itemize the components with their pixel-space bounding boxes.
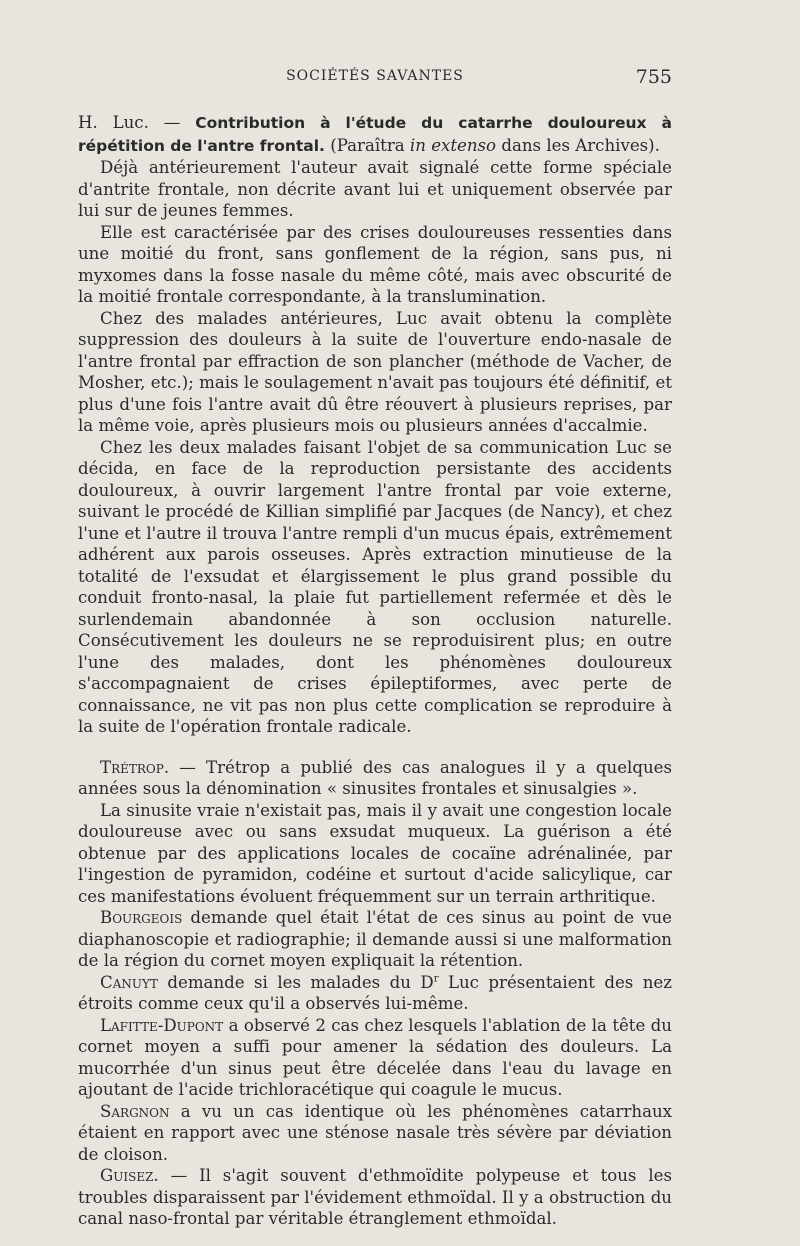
- speaker-name: Bourgeois: [100, 908, 183, 927]
- article-author: H. Luc.: [78, 113, 149, 132]
- in-extenso: in extenso: [409, 135, 497, 155]
- discussion-paragraph: Canuyt demande si les malades du $D^r$ Luc présentaient des nez étroits comme ceux qu'il a observés lui-même.: [78, 972, 672, 1013]
- paragraph: Chez des malades antérieures, Luc avait obtenu la complète suppression des douleurs à la suite de l'ouverture endo-nasale de l'antre frontal par effraction de son plancher (méthode de Vacher, de Mosher, etc.); mais le soulagement n'avait pas toujours été définitif, et plus d'une fois l'antre avait dû être réouvert à plusieurs reprises, par la même voie, après plusieurs mois ou plusieurs années d'accalmie.: [78, 308, 672, 435]
- speaker-name: Guisez.: [100, 1166, 159, 1185]
- article-body: [78, 112, 672, 1230]
- paragraph: Chez les deux malades faisant l'objet de sa communication Luc se décida, en face de la reproduction persistante des accidents douloureux, à ouvrir largement l'antre frontal par voie externe, suivant le procédé de Killian simplifié par Jacques (de Nancy), et chez l'une et l'autre il trouva l'antre rempli d'un mucus épais, extrêmement adhérent aux parois osseuses. Après extraction minutieuse de la totalité de l'exsudat et élargissement le plus grand possible du conduit fronto-nasal, la plaie fut partiellement refermée et dès le surlendemain abandonnée à son occlusion naturelle. Consécutivement les douleurs ne se reproduisirent plus; en outre l'une des malades, dont les phénomènes douloureux s'accompagnaient de crises épileptiformes, avec perte de connaissance, ne vit pas non plus cette complication se reproduire à la suite de l'opération frontale radicale.: [78, 437, 672, 736]
- speaker-name: Lafitte-Dupont: [100, 1015, 224, 1035]
- speaker-name: Canuyt: [100, 972, 158, 992]
- speaker-name: Sargnon: [100, 1101, 170, 1121]
- discussion-paragraph: La sinusite vraie n'existait pas, mais il y avait une congestion locale douloureuse avec ou sans exsudat muqueux. La guérison a été obtenue par des applications locales de cocaïne adrénalinée, par l'ingestion de pyramidon, codéine et surtout d'acide salicylique, car ces manifestations évoluent fréquemment sur un terrain arthritique.: [78, 800, 672, 906]
- article-title: Contribution à l'étude du catarrhe douloureux à répétition de l'antre frontal.: [78, 114, 672, 155]
- speaker-name: Trétrop.: [100, 757, 170, 777]
- paragraph: Déjà antérieurement l'auteur avait signalé cette forme spéciale d'antrite frontale, non décrite avant lui et uniquement observée par lui sur de jeunes femmes.: [78, 158, 672, 220]
- running-title: SOCIÉTÉS SAVANTES: [286, 68, 464, 84]
- discussion-paragraph: Guisez. — Il s'agit souvent d'ethmoïdite polypeuse et tous les troubles disparaissent par l'évidement ethmoïdal. Il y a obstruction du canal naso-frontal par véritable étranglement ethmoïdal.: [78, 1166, 672, 1228]
- article-heading: H. Luc. — Contribution à l'étude du catarrhe douloureux à répétition de l'antre frontal. (Paraîtra in extenso dans les Archives).: [78, 113, 672, 155]
- discussion-paragraph: Bourgeois demande quel était l'état de ces sinus au point de vue diaphanoscopie et radiographie; il demande aussi si une malformation de la région du cornet moyen expliquait la rétention.: [78, 908, 672, 970]
- discussion-paragraph: Sargnon a vu un cas identique où les phénomènes catarrhaux étaient en rapport avec une sténose nasale très sévère par déviation de cloison.: [78, 1101, 673, 1164]
- paragraph: Elle est caractérisée par des crises douloureuses ressenties dans une moitié du front, sans gonflement de la région, sans pus, ni myxomes dans la fosse nasale du même côté, mais avec obscurité de la moitié frontale correspondante, à la translumination.: [78, 222, 672, 306]
- running-header: [78, 66, 672, 90]
- discussion-paragraph: Lafitte-Dupont a observé 2 cas chez lesquels l'ablation de la tête du cornet moyen a suffi pour amener la sédation des douleurs. La mucorrhée d'un sinus peut être décelée dans l'eau du lavage en ajoutant de l'acide trichloracétique qui coagule le mucus.: [78, 1015, 672, 1099]
- page-number: 755: [635, 66, 672, 88]
- discussion-paragraph: Trétrop. — Trétrop a publié des cas analogues il y a quelques années sous la dénomination « sinusites frontales et sinusalgies ».: [78, 757, 672, 798]
